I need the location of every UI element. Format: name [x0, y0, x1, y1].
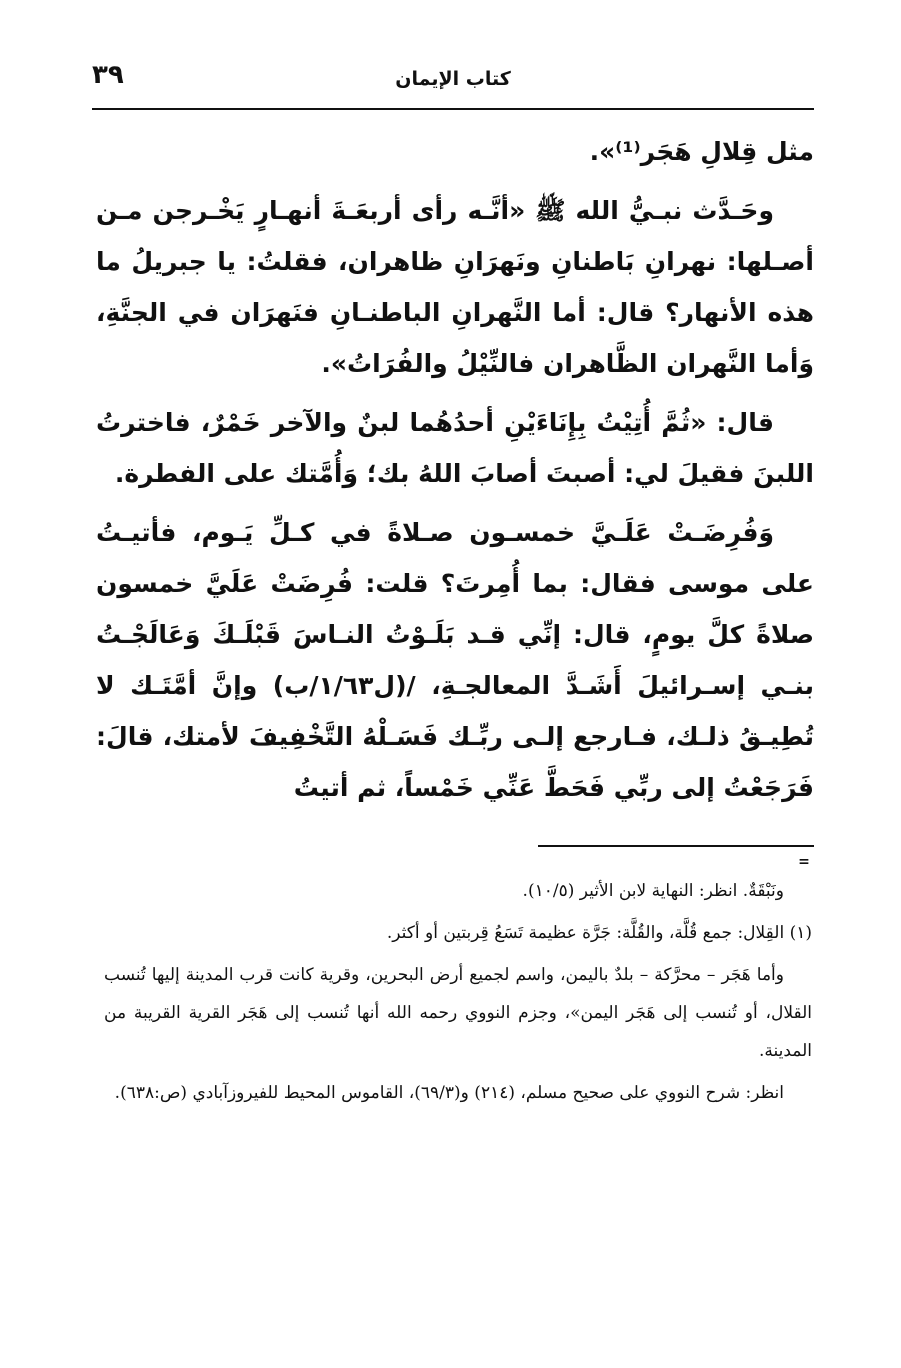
paragraph-1: مثل قِلالِ هَجَر⁽¹⁾».: [589, 137, 814, 166]
page-number: ٣٩: [92, 60, 124, 90]
paragraph-3: قال: «ثُمَّ أُتِيْتُ بِإِنَاءَيْنِ أحدُهُما لبنٌ والآخر خَمْرٌ، فاخترتُ اللبنَ فقيلَ لي: أصبتَ أصابَ اللهُ بك؛ وَأُمَّتك على الفطرة.: [96, 408, 814, 488]
paragraph-2: وحَـدَّث نبـيُّ الله ﷺ «أنَّـه رأى أربعَـةَ أنهـارٍ يَخْـرجن مـن أصـلها: نهرانِ بَاطنانِ ونَهرَانِ ظاهران، فقلتُ: يا جبريلُ ما هذه الأنهار؟ قال: أما النَّهرانِ الباطنـانِ فنَهرَان في الجنَّةِ، وَأما النَّهران الظَّاهران فالنِّيْلُ والفُرَاتُ».: [96, 196, 814, 378]
footnote-separator: [538, 845, 814, 847]
book-title: كتاب الإيمان: [395, 68, 511, 90]
paragraph-4: وَفُرِضَـتْ عَلَـيَّ خمسـون صـلاةً في كـلِّ يَـوم، فأتيـتُ على موسى فقال: بما أُمِرتَ؟ قلت: فُرِضَتْ عَلَيَّ خمسون صلاةً كلَّ يومٍ، قال: إنِّي قـد بَلَـوْتُ النـاسَ قَبْلَـكَ وَعَالَجْـتُ بنـي إسـرائيلَ أَشَـدَّ المعالجـةِ، /(ل١/٦٣/ب) وإنَّ أمَّتَـك لا تُطِيـقُ ذلـك، فـارجع إلـى ربِّـك فَسَـلْهُ التَّخْفِيفَ لأمتك، قالَ: فَرَجَعْتُ إلى ربِّي فَحَطَّ عَنِّي خَمْساً، ثم أتيتُ: [96, 518, 814, 802]
footnotes: [104, 872, 812, 1116]
footnote-1-sources: انظر: شرح النووي على صحيح مسلم، (٢١٤) و(٦٩/٣)، القاموس المحيط للفيروزآبادي (ص:٦٣٨).: [114, 1083, 784, 1103]
footnote-continued: ونَبْقَةٌ. انظر: النهاية لابن الأثير (١٠/٥).: [522, 881, 784, 901]
footnote-continuation-mark: =: [798, 854, 810, 870]
footnote-1: (١) القِلال: جمع قُلَّة، والقُلَّة: جَرَّة عظيمة تَسَعُ قِربتين أو أكثر.: [386, 923, 812, 943]
main-text: [96, 126, 814, 821]
running-header: [92, 58, 814, 106]
footnote-1-detail: وأما هَجَر – محرَّكة – بلدٌ باليمن، واسم لجميع أرض البحرين، وقرية كانت قرب المدينة إليها تُنسب القلال، أو تُنسب إلى هَجَر اليمن»، وجزم النووي رحمه الله أنها تُنسب إلى هَجَر القرية القريبة من المدينة.: [104, 965, 812, 1061]
header-rule: [92, 108, 814, 110]
